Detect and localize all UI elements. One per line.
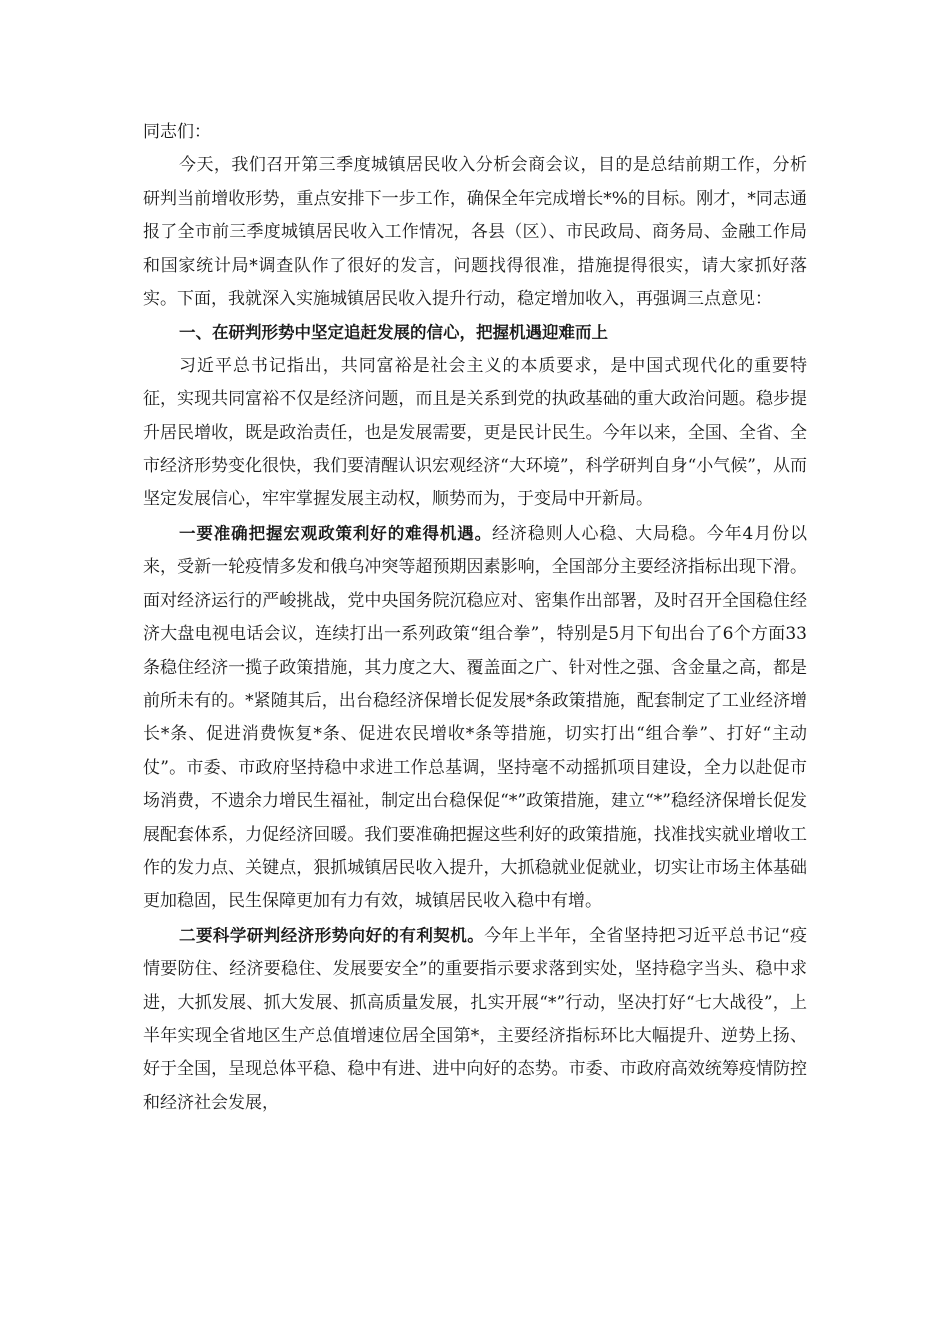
salutation: 同志们： bbox=[143, 122, 211, 142]
point-2-lead: 二要科学研判经济形势向好的有利契机。 bbox=[179, 925, 485, 945]
point-2-text: 今年上半年，全省坚持把习近平总书记“疫情要防住、经济要稳住、发展要安全”的重要指示要求落到实处，坚持稳字当头、稳中求进，大抓发展、抓大发展、抓高质量发展，扎实开展“*”行动，坚决打好“七大战役”，上半年实现全省地区生产总值增速位居全国第*，主要经济指标环比大幅提升、逆势上扬、好于全国，呈现总体平稳、稳中有进、进中向好的态势。市委、市政府高效统筹疫情防控和经济社会发展， bbox=[143, 925, 807, 1113]
paragraph-point-2 bbox=[143, 919, 807, 1120]
document-body bbox=[143, 116, 807, 1120]
point-1-lead: 一要准确把握宏观政策利好的难得机遇。 bbox=[179, 523, 493, 543]
paragraph-opening: 今天，我们召开第三季度城镇居民收入分析会商会议，目的是总结前期工作，分析研判当前增收形势，重点安排下一步工作，确保全年完成增长*%的目标。刚才，*同志通报了全市前三季度城镇居民收入工作情况，各县（区）、市民政局、商务局、金融工作局和国家统计局*调查队作了很好的发言，问题找得很准，措施提得很实，请大家抓好落实。下面，我就深入实施城镇居民收入提升行动，稳定增加收入，再强调三点意见： bbox=[143, 155, 807, 310]
section-heading-1: 一、在研判形势中坚定追赶发展的信心，把握机遇迎难而上 bbox=[179, 323, 608, 343]
point-1-text: 经济稳则人心稳、大局稳。今年4月份以来，受新一轮疫情多发和俄乌冲突等超预期因素影响，全国部分主要经济指标出现下滑。面对经济运行的严峻挑战，党中央国务院沉稳应对、密集作出部署，及时召开全国稳住经济大盘电视电话会议，连续打出一系列政策“组合拳”，特别是5月下旬出台了6个方面33条稳住经济一揽子政策措施，其力度之大、覆盖面之广、针对性之强、含金量之高，都是前所未有的。*紧随其后，出台稳经济保增长促发展*条政策措施，配套制定了工业经济增长*条、促进消费恢复*条、促进农民增收*条等措施，切实打出“组合拳”、打好“主动仗”。市委、市政府坚持稳中求进工作总基调，坚持毫不动摇抓项目建设，全力以赴促市场消费，不遗余力增民生福祉，制定出台稳保促“*”政策措施，建立“*”稳经济保增长促发展配套体系，力促经济回暖。我们要准确把握这些利好的政策措施，找准找实就业增收工作的发力点、关键点，狠抓城镇居民收入提升，大抓稳就业促就业，切实让市场主体基础更加稳固，民生保障更加有力有效，城镇居民收入稳中有增。 bbox=[143, 523, 807, 912]
paragraph-point-1 bbox=[143, 517, 807, 919]
paragraph-context: 习近平总书记指出，共同富裕是社会主义的本质要求，是中国式现代化的重要特征，实现共同富裕不仅是经济问题，而且是关系到党的执政基础的重大政治问题。稳步提升居民增收，既是政治责任，也是发展需要，更是民计民生。今年以来，全国、全省、全市经济形势变化很快，我们要清醒认识宏观经济“大环境”，科学研判自身“小气候”，从而坚定发展信心，牢牢掌握发展主动权，顺势而为，于变局中开新局。 bbox=[143, 355, 807, 510]
